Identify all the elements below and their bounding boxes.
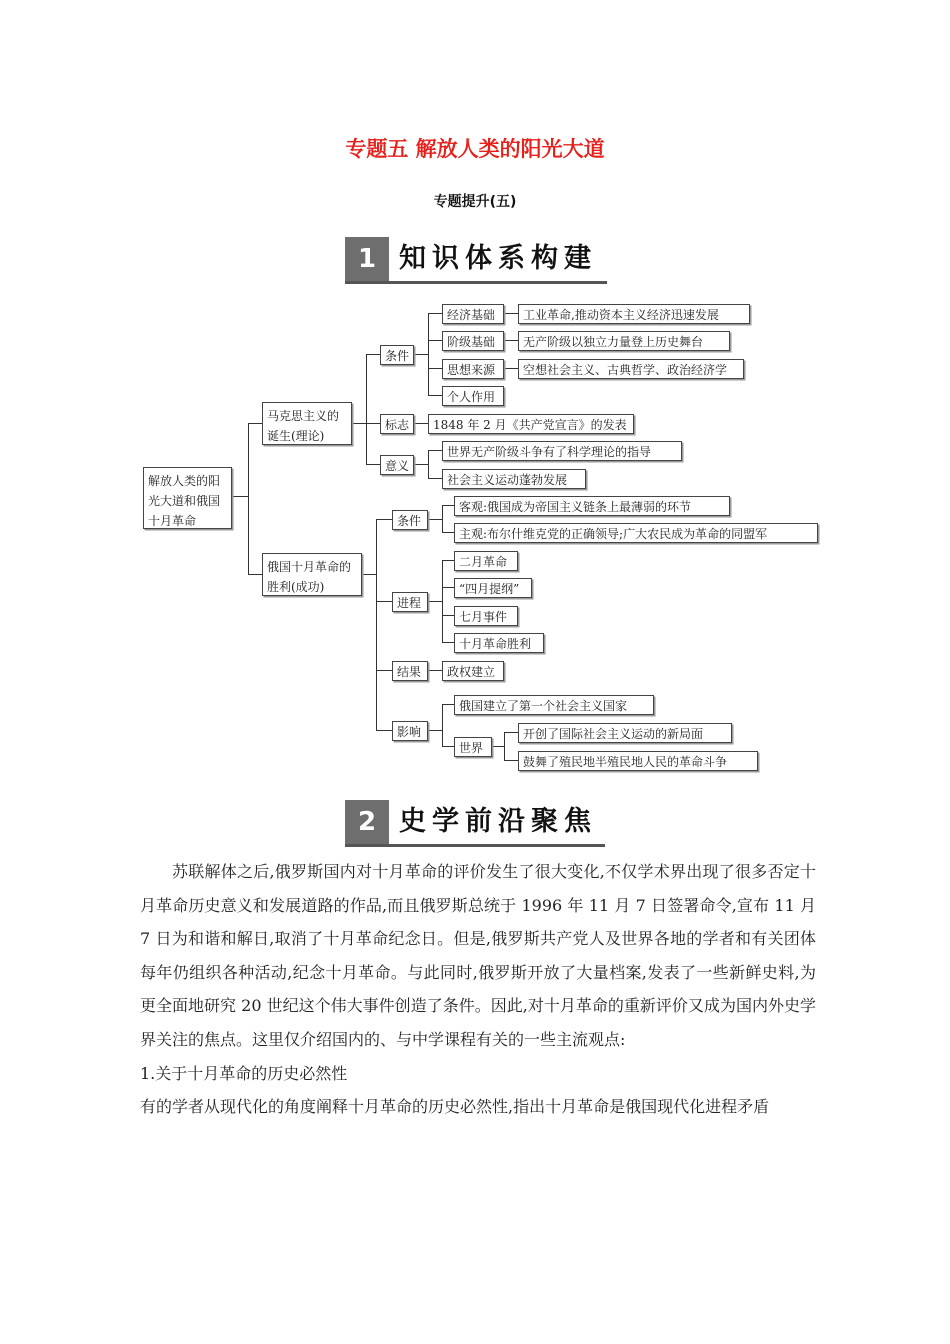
node-revolution-conditions: 条件 <box>392 510 428 530</box>
node-thought-detail: 空想社会主义、古典哲学、政治经济学 <box>518 359 744 379</box>
node-class-detail: 无产阶级以独立力量登上历史舞台 <box>518 331 730 351</box>
node-sign: 标志 <box>380 414 414 434</box>
node-thought-source: 思想来源 <box>442 359 504 379</box>
node-world-2: 鼓舞了殖民地半殖民地人民的革命斗争 <box>518 751 758 771</box>
body-text <box>140 855 816 1124</box>
section-title: 知识体系构建 <box>399 243 597 274</box>
node-process-2: “四月提纲” <box>454 578 532 598</box>
subheading-1: 1.关于十月革命的历史必然性 <box>140 1063 348 1083</box>
document-subtitle: 专题提升(五) <box>433 194 517 210</box>
node-world-1: 开创了国际社会主义运动的新局面 <box>518 723 732 743</box>
node-process-1: 二月革命 <box>454 551 518 571</box>
root-node: 解放人类的阳光大道和俄国十月革命 <box>143 467 232 529</box>
node-class-basis: 阶级基础 <box>442 331 504 351</box>
paragraph-2: 有的学者从现代化的角度阐释十月革命的历史必然性,指出十月革命是俄国现代化进程矛盾 <box>140 1097 770 1117</box>
node-economic-detail: 工业革命,推动资本主义经济迅速发展 <box>518 304 750 324</box>
document-title: 专题五 解放人类的阳光大道 <box>345 137 605 161</box>
node-conditions: 条件 <box>380 345 414 365</box>
node-personal-role: 个人作用 <box>442 386 504 406</box>
section-title: 史学前沿聚焦 <box>399 806 597 837</box>
node-marxism-birth: 马克思主义的诞生(理论) <box>262 402 352 445</box>
section-number: 2 <box>345 800 389 844</box>
node-result: 结果 <box>392 661 428 681</box>
node-meaning-2: 社会主义运动蓬勃发展 <box>442 469 586 489</box>
section-header-frontier <box>345 800 605 844</box>
section-underline <box>345 844 605 847</box>
node-objective: 客观:俄国成为帝国主义链条上最薄弱的环节 <box>454 496 730 516</box>
node-process-3: 七月事件 <box>454 606 518 626</box>
node-world: 世界 <box>454 737 492 757</box>
node-process-4: 十月革命胜利 <box>454 633 544 653</box>
paragraph-1: 苏联解体之后,俄罗斯国内对十月革命的评价发生了很大变化,不仅学术界出现了很多否定十月革命历史意义和发展道路的作品,而且俄罗斯总统于 1996 年 11 月 7 日签署命令,宣布 11 月 7 日为和谐和解日,取消了十月革命纪念日。但是,俄罗斯共产党人及世界各地的学者和有关团体每年仍组织各种活动,纪念十月革命。与此同时,俄罗斯开放了大量档案,发表了一些新鲜史料,为更全面地研究 20 世纪这个伟大事件创造了条件。因此,对十月革命的重新评价又成为国内外史学界关注的焦点。这里仅介绍国内的、与中学课程有关的一些主流观点: <box>140 862 816 1049</box>
node-meaning: 意义 <box>380 455 414 475</box>
node-sign-detail: 1848 年 2 月《共产党宣言》的发表 <box>428 414 634 434</box>
node-impact: 影响 <box>392 721 428 741</box>
node-process: 进程 <box>392 592 428 612</box>
node-october-revolution: 俄国十月革命的胜利(成功) <box>262 553 362 596</box>
node-meaning-1: 世界无产阶级斗争有了科学理论的指导 <box>442 441 682 461</box>
node-economic-basis: 经济基础 <box>442 304 504 324</box>
node-subjective: 主观:布尔什维克党的正确领导;广大农民成为革命的同盟军 <box>454 523 818 543</box>
node-result-detail: 政权建立 <box>442 661 504 681</box>
section-number: 1 <box>345 237 389 281</box>
node-impact-1: 俄国建立了第一个社会主义国家 <box>454 695 654 715</box>
